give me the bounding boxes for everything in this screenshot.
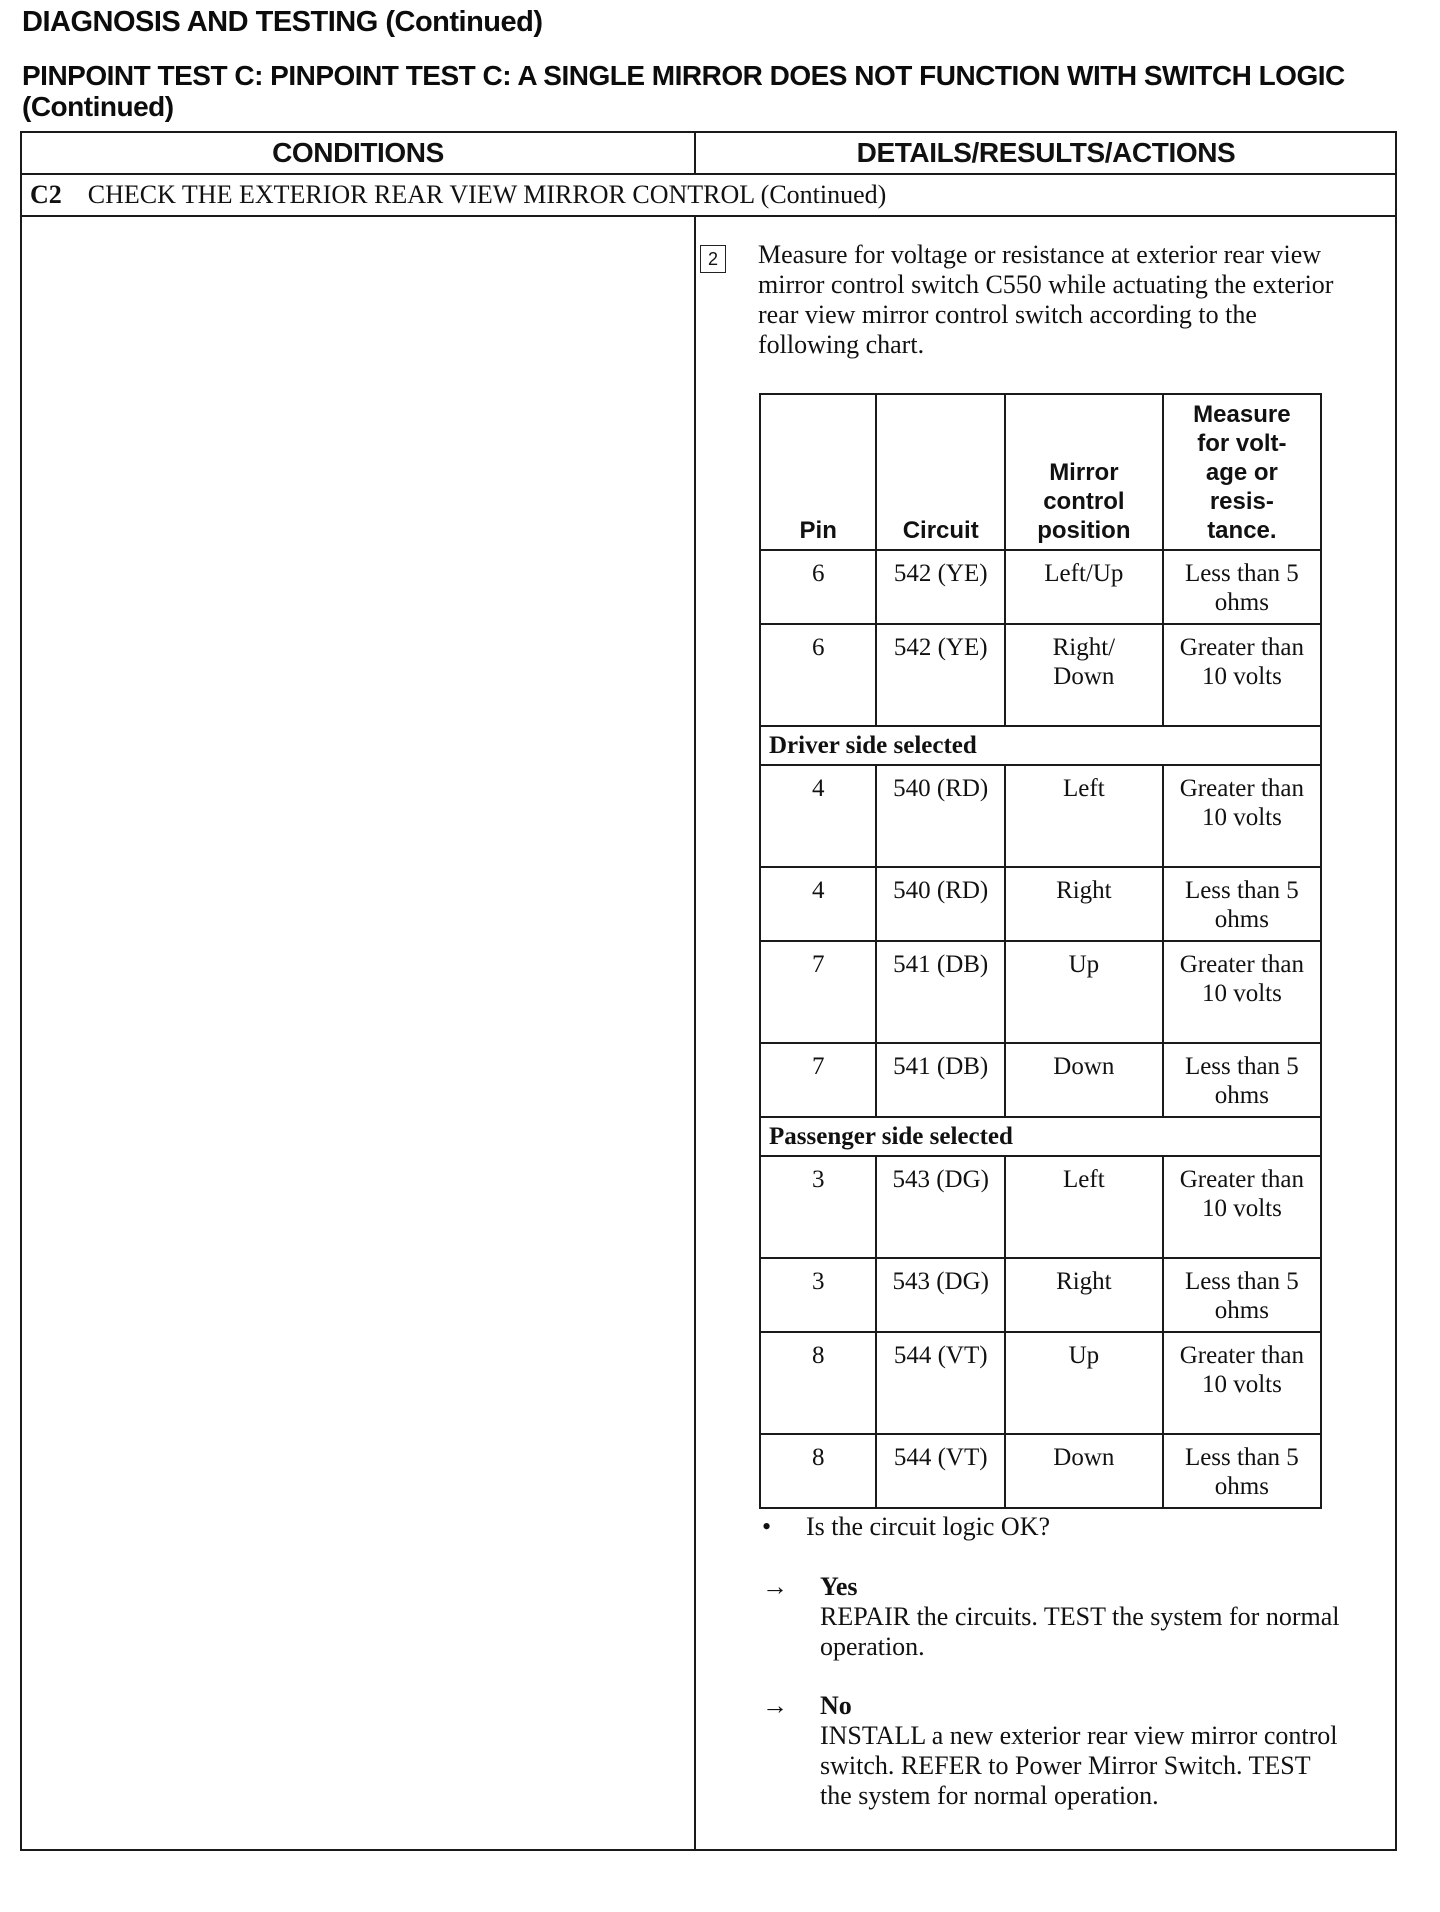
cell-measure: Less than 5 ohms	[1163, 1258, 1321, 1332]
details-column-header: DETAILS/RESULTS/ACTIONS	[856, 137, 1236, 168]
question-text: Is the circuit logic OK?	[806, 1512, 1051, 1541]
cell-position: Down	[1005, 1434, 1163, 1508]
answer-no-body	[820, 1691, 1340, 1811]
table-row	[760, 1156, 1321, 1258]
table-row	[760, 867, 1321, 941]
arrow-right-icon: →	[762, 1572, 788, 1601]
cell-pin: 6	[760, 624, 876, 726]
answer-no-text: INSTALL a new exterior rear view mirror control switch. REFER to Power Mirror Switch. TEST the system for normal operation.	[820, 1721, 1338, 1810]
cell-pin: 8	[760, 1434, 876, 1508]
cell-pin: 6	[760, 550, 876, 624]
table-row	[760, 1434, 1321, 1508]
cell-pin: 8	[760, 1332, 876, 1434]
header-measure-text: Measure for volt- age or resis- tance.	[1193, 401, 1291, 544]
cell-circuit: 542 (YE)	[876, 624, 1005, 726]
header-circuit: Circuit	[876, 394, 1005, 550]
substep-instruction: Measure for voltage or resistance at exterior rear view mirror control switch C550 while actuating the exterior rear view mirror control switch according to the following chart.	[758, 240, 1334, 359]
cell-position: Left	[1005, 1156, 1163, 1258]
cell-position: Down	[1005, 1043, 1163, 1117]
cell-pin: 4	[760, 867, 876, 941]
cell-pin: 4	[760, 765, 876, 867]
header-position-text: Mirror control position	[1037, 459, 1131, 544]
table-row	[760, 765, 1321, 867]
table-group-row	[760, 1117, 1321, 1156]
group-label: Passenger side selected	[760, 1117, 1321, 1156]
cell-pin: 3	[760, 1258, 876, 1332]
table-row	[760, 1043, 1321, 1117]
section-heading: DIAGNOSIS AND TESTING (Continued)	[22, 6, 543, 38]
table-body	[760, 550, 1321, 1508]
step-title: CHECK THE EXTERIOR REAR VIEW MIRROR CONTROL (Continued)	[87, 180, 887, 209]
cell-position: Right	[1005, 1258, 1163, 1332]
question	[762, 1512, 1050, 1542]
cell-position: Left/Up	[1005, 550, 1163, 624]
cell-measure: Less than 5 ohms	[1163, 867, 1321, 941]
table-row	[760, 1258, 1321, 1332]
cell-circuit: 542 (YE)	[876, 550, 1005, 624]
cell-measure: Less than 5 ohms	[1163, 550, 1321, 624]
step-id: C2	[30, 180, 62, 209]
cell-circuit: 544 (VT)	[876, 1332, 1005, 1434]
cell-measure: Greater than 10 volts	[1163, 941, 1321, 1043]
cell-pin: 3	[760, 1156, 876, 1258]
table-row	[760, 1332, 1321, 1434]
cell-position: Up	[1005, 1332, 1163, 1434]
cell-circuit: 540 (RD)	[876, 867, 1005, 941]
cell-circuit: 544 (VT)	[876, 1434, 1005, 1508]
table-row	[760, 550, 1321, 624]
cell-measure: Greater than 10 volts	[1163, 1156, 1321, 1258]
cell-position: Up	[1005, 941, 1163, 1043]
table-row	[760, 624, 1321, 726]
column-divider	[694, 215, 696, 1849]
cell-position: Right/ Down	[1005, 624, 1163, 726]
cell-circuit: 540 (RD)	[876, 765, 1005, 867]
cell-circuit: 541 (DB)	[876, 941, 1005, 1043]
table-header-row	[760, 394, 1321, 550]
cell-circuit: 543 (DG)	[876, 1258, 1005, 1332]
answer-no-title: No	[820, 1691, 852, 1720]
step-title-row	[30, 175, 886, 215]
cell-circuit: 541 (DB)	[876, 1043, 1005, 1117]
header-column-divider	[694, 133, 696, 173]
cell-pin: 7	[760, 1043, 876, 1117]
cell-circuit: 543 (DG)	[876, 1156, 1005, 1258]
cell-position: Right	[1005, 867, 1163, 941]
table-group-row	[760, 726, 1321, 765]
arrow-right-icon: →	[762, 1691, 788, 1720]
table-row	[760, 941, 1321, 1043]
header-measure	[1163, 394, 1321, 550]
cell-position: Left	[1005, 765, 1163, 867]
conditions-column-header: CONDITIONS	[272, 137, 444, 168]
cell-measure: Greater than 10 volts	[1163, 1332, 1321, 1434]
cell-measure: Less than 5 ohms	[1163, 1043, 1321, 1117]
cell-measure: Greater than 10 volts	[1163, 624, 1321, 726]
answer-yes-title: Yes	[820, 1572, 858, 1601]
bullet-icon: •	[762, 1512, 772, 1541]
step-divider	[22, 215, 1395, 217]
answer-yes-body	[820, 1572, 1340, 1662]
pin-measurement-table	[759, 393, 1322, 1509]
group-label: Driver side selected	[760, 726, 1321, 765]
cell-measure: Greater than 10 volts	[1163, 765, 1321, 867]
substep-number-box: 2	[700, 245, 726, 273]
header-position	[1005, 394, 1163, 550]
pinpoint-test-title: PINPOINT TEST C: PINPOINT TEST C: A SINGLE MIRROR DOES NOT FUNCTION WITH SWITCH LOGIC (Continued)	[22, 60, 1345, 122]
header-pin: Pin	[760, 394, 876, 550]
answer-yes-text: REPAIR the circuits. TEST the system for normal operation.	[820, 1602, 1340, 1661]
cell-pin: 7	[760, 941, 876, 1043]
cell-measure: Less than 5 ohms	[1163, 1434, 1321, 1508]
